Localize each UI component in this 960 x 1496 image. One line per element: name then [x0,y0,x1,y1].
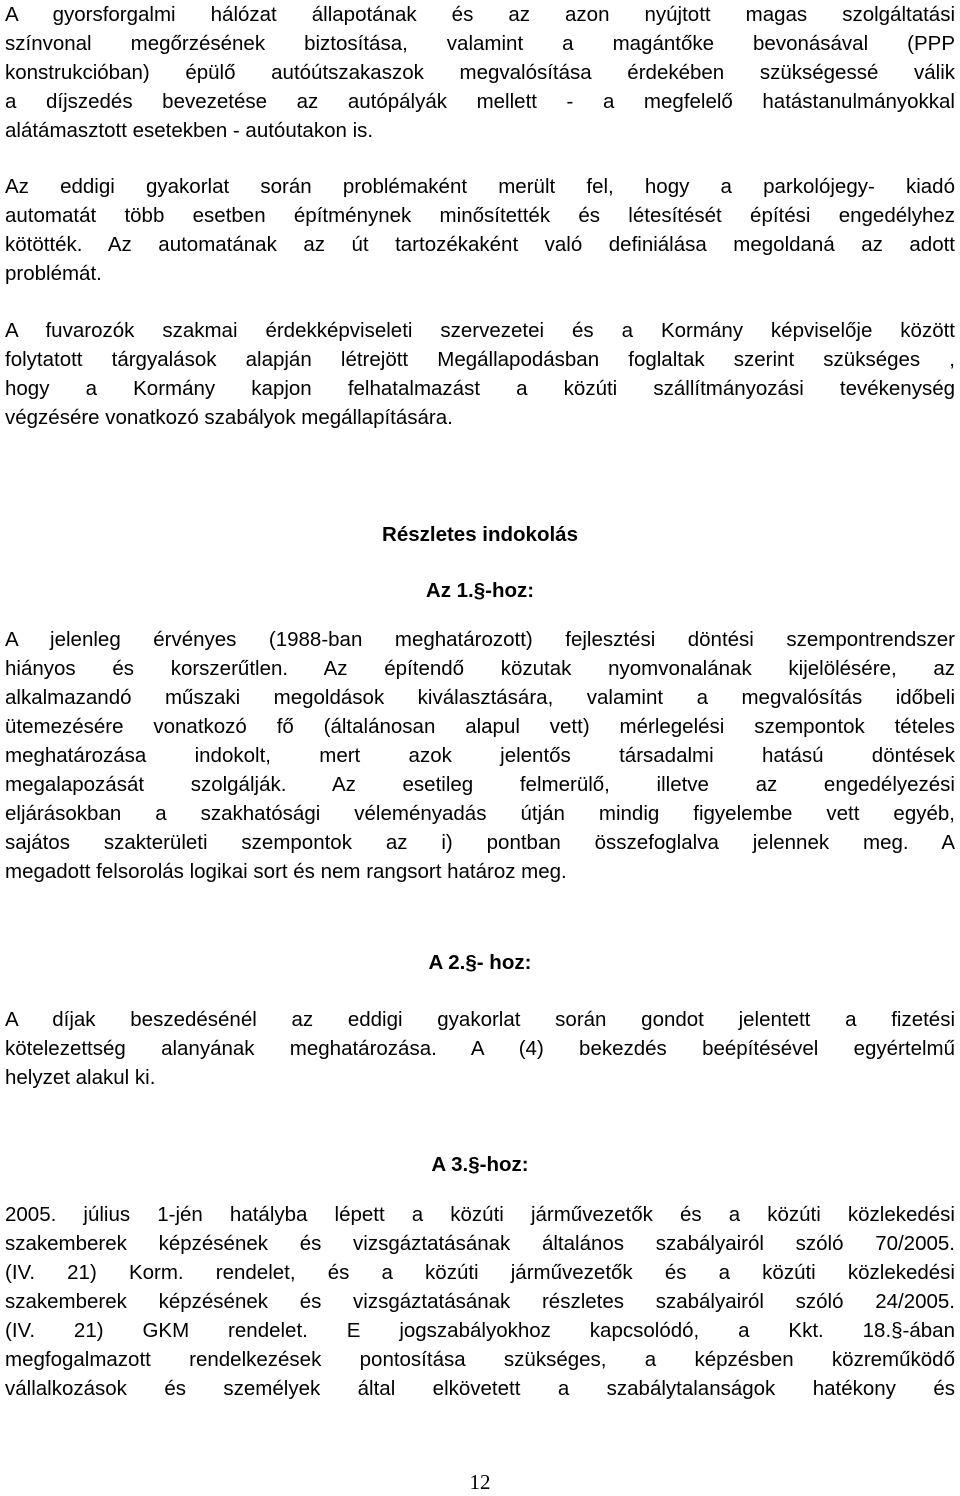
paragraph-1 [5,0,955,145]
subsection-heading-3: A 3.§-hoz: [431,1153,529,1176]
paragraph-4 [5,625,955,886]
text-line: (IV. 21) Korm. rendelet, és a közúti járművezetők és a közúti közlekedési [5,1261,955,1284]
text-line: automatát több esetben építménynek minősítették és létesítését építési engedélyhez [5,204,955,227]
text-line: A fuvarozók szakmai érdekképviseleti szervezetei és a Kormány képviselője között [5,319,955,342]
text-line: szakemberek képzésének és vizsgáztatásának részletes szabályairól szóló 24/2005. [5,1290,955,1313]
text-line: hiányos és korszerűtlen. Az építendő közutak nyomvonalának kijelölésére, az [5,657,955,680]
text-line: végzésére vonatkozó szabályok megállapítására. [5,406,453,429]
text-line: színvonal megőrzésének biztosítása, valamint a magántőke bevonásával (PPP [5,32,955,55]
text-line: sajátos szakterületi szempontok az i) pontban összefoglalva jelennek meg. A [5,831,955,854]
text-line: (IV. 21) GKM rendelet. E jogszabályokhoz kapcsolódó, a Kkt. 18.§-ában [5,1319,955,1342]
text-line: kötelezettség alanyának meghatározása. A (4) bekezdés beépítésével egyértelmű [5,1037,955,1060]
text-line: megadott felsorolás logikai sort és nem rangsort határoz meg. [5,860,567,883]
text-line: hogy a Kormány kapjon felhatalmazást a közúti szállítmányozási tevékenység [5,377,955,400]
text-line: A gyorsforgalmi hálózat állapotának és az azon nyújtott magas szolgáltatási [5,3,955,26]
text-line: problémát. [5,262,102,285]
text-line: helyzet alakul ki. [5,1066,156,1089]
text-line: a díjszedés bevezetése az autópályák mellett - a megfelelő hatástanulmányokkal [5,90,955,113]
text-line: alátámasztott esetekben - autóutakon is. [5,119,374,142]
text-line: A jelenleg érvényes (1988-ban meghatározott) fejlesztési döntési szempontrendszer [5,628,955,651]
text-line: ütemezésére vonatkozó fő (általánosan alapul vett) mérlegelési szempontok tételes [5,715,955,738]
paragraph-5 [5,1005,955,1092]
text-line: kötötték. Az automatának az út tartozékaként való definiálása megoldaná az adott [5,233,955,256]
text-line: Az eddigi gyakorlat során problémaként merült fel, hogy a parkolójegy- kiadó [5,175,955,198]
text-line: folytatott tárgyalások alapján létrejött Megállapodásban foglaltak szerint szükséges , [5,348,955,371]
section-heading: Részletes indokolás [382,523,578,546]
text-line: vállalkozások és személyek által elkövetett a szabálytalanságok hatékony és [5,1377,955,1400]
text-line: megalapozását szolgálják. Az esetileg felmerülő, illetve az engedélyezési [5,773,955,796]
subsection-heading-1: Az 1.§-hoz: [425,579,535,602]
text-line: eljárásokban a szakhatósági véleményadás útján mindig figyelembe vett egyéb, [5,802,955,825]
paragraph-3 [5,316,955,432]
text-line: konstrukcióban) épülő autóútszakaszok megvalósítása érdekében szükségessé válik [5,61,955,84]
subsection-heading-2: A 2.§- hoz: [428,951,532,974]
text-line: szakemberek képzésének és vizsgáztatásának általános szabályairól szóló 70/2005. [5,1232,955,1255]
text-line: megfogalmazott rendelkezések pontosítása szükséges, a képzésben közreműködő [5,1348,955,1371]
text-line: A díjak beszedésénél az eddigi gyakorlat során gondot jelentett a fizetési [5,1008,955,1031]
text-line: 2005. július 1-jén hatályba lépett a közúti járművezetők és a közúti közlekedési [5,1203,955,1226]
text-line: alkalmazandó műszaki megoldások kiválasztására, valamint a megvalósítás időbeli [5,686,955,709]
paragraph-6 [5,1200,955,1403]
page-number: 12 [469,1470,491,1494]
paragraph-2 [5,172,955,288]
text-line: meghatározása indokolt, mert azok jelentős társadalmi hatású döntések [5,744,955,767]
